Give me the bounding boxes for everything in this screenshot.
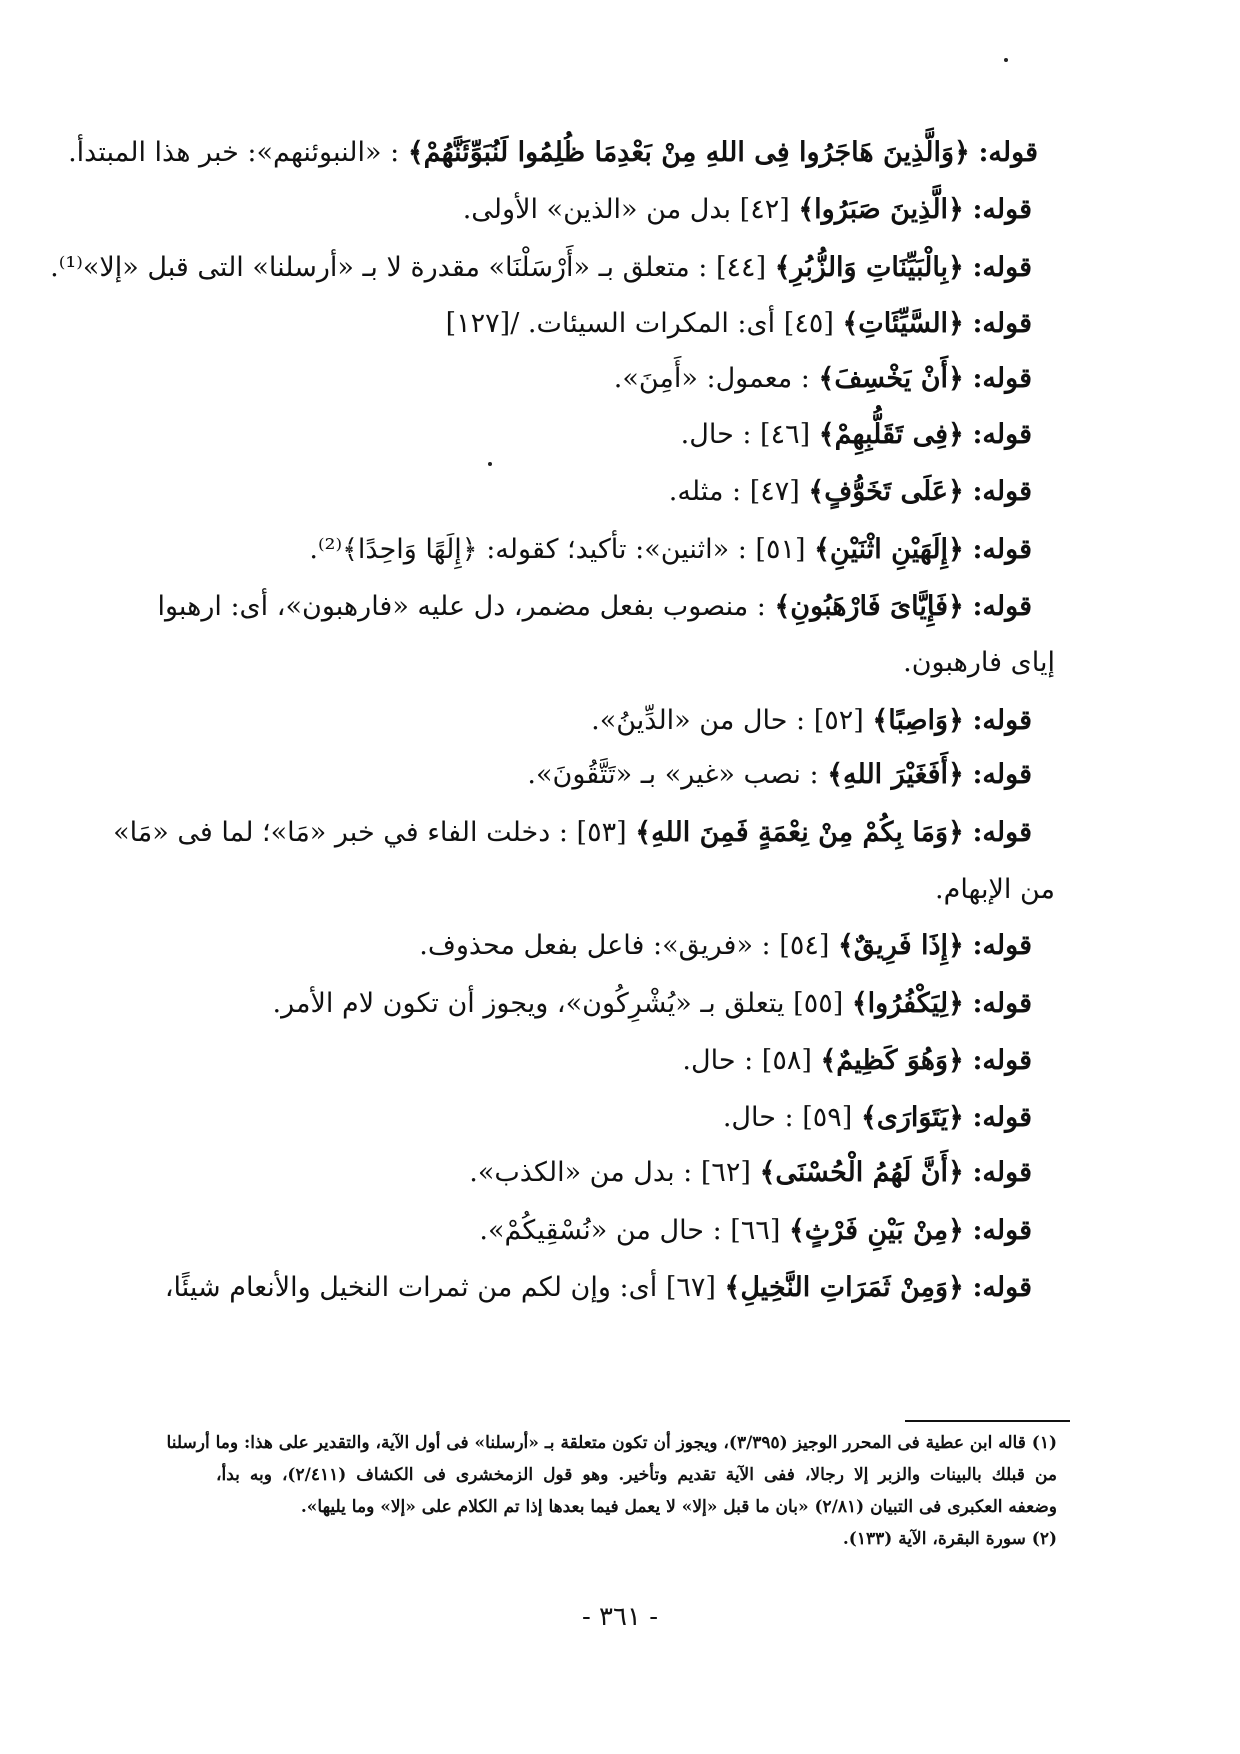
- speck: [1004, 58, 1008, 62]
- entry-label: قوله:: [972, 476, 1032, 507]
- quran-quote: ﴿وَاصِبًا﴾: [872, 705, 964, 736]
- verse-number: [٥٤]: [779, 930, 830, 961]
- entry-line: [273, 984, 1032, 1024]
- verse-number: [٤٧]: [749, 476, 800, 507]
- footnote-separator: [905, 1420, 1070, 1422]
- quran-quote: ﴿يَتَوَارَى﴾: [860, 1102, 964, 1133]
- quran-quote: ﴿وَمِنْ ثَمَرَاتِ النَّخِيلِ﴾: [724, 1272, 964, 1303]
- verse-number: [٥٩]: [802, 1102, 853, 1133]
- entry-line: [527, 755, 1032, 795]
- entry-text: بدل من «الذين» الأولى.: [462, 194, 732, 225]
- entry-label: قوله:: [978, 137, 1038, 168]
- entry-line: [419, 926, 1032, 966]
- entry-line: [903, 643, 1055, 683]
- entry-text: : حال من «نُسْقِيكُمْ».: [479, 1215, 722, 1246]
- entry-text: : مثله.: [668, 476, 742, 507]
- entry-line: [682, 1041, 1032, 1081]
- entry-line: [309, 530, 1032, 570]
- quran-quote: ﴿أَفَغَيْرَ اللهِ﴾: [827, 759, 964, 790]
- entry-line: [469, 1153, 1032, 1193]
- entry-label: قوله:: [972, 1272, 1032, 1303]
- entry-label: قوله:: [972, 930, 1032, 961]
- entry-label: قوله:: [972, 988, 1032, 1019]
- entry-label: قوله:: [972, 363, 1032, 394]
- entry-line: [681, 415, 1032, 455]
- quran-quote: ﴿فَإِيَّاىَ فَارْهَبُونِ﴾: [774, 591, 964, 622]
- quran-quote: ﴿أَنَّ لَهُمُ الْحُسْنَى﴾: [759, 1157, 964, 1188]
- entry-text: : «فريق»: فاعل بفعل محذوف.: [419, 930, 771, 961]
- page-number: - ٣٦١ -: [581, 1602, 659, 1632]
- quran-quote: ﴿أَنْ يَخْسِفَ﴾: [818, 363, 964, 394]
- entry-text: أى: المكرات السيئات. /[١٢٧]: [445, 308, 776, 339]
- entry-line: [479, 1211, 1032, 1251]
- entry-line: [463, 190, 1032, 230]
- entry-label: قوله:: [972, 534, 1032, 565]
- entry-text: من الإبهام.: [935, 874, 1055, 905]
- entry-text: : «النبوئنهم»: خبر هذا المبتدأ.: [68, 137, 400, 168]
- entry-text: : «اثنين»: تأكيد؛ كقوله: ﴿إِلَهًا وَاحِدًا﴾⁽²⁾.: [309, 534, 747, 565]
- entry-text: أى: وإن لكم من ثمرات النخيل والأنعام شيئًا،: [164, 1272, 658, 1303]
- entry-text: : دخلت الفاء في خبر «مَا»؛ لما فى «مَا»: [113, 817, 568, 848]
- verse-number: [٥١]: [755, 534, 806, 565]
- verse-number: [٥٨]: [761, 1045, 812, 1076]
- quran-quote: ﴿وَهُوَ كَظِيمٌ﴾: [820, 1045, 964, 1076]
- entry-text: إياى فارهبون.: [903, 647, 1055, 678]
- entry-text: : نصب «غير» بـ «تَتَّقُونَ».: [527, 759, 819, 790]
- entry-text: : حال من «الدِّينُ».: [591, 705, 806, 736]
- entry-label: قوله:: [972, 194, 1032, 225]
- entry-line: [614, 359, 1032, 399]
- entry-label: قوله:: [972, 419, 1032, 450]
- entry-text: : حال.: [682, 1045, 754, 1076]
- quran-quote: ﴿بِالْبَيِّنَاتِ وَالزُّبُرِ﴾: [774, 252, 964, 283]
- quran-quote: ﴿لِيَكْفُرُوا﴾: [851, 988, 964, 1019]
- entry-label: قوله:: [972, 759, 1032, 790]
- entry-text: : منصوب بفعل مضمر، دل عليه «فارهبون»، أى: ارهبوا: [157, 591, 766, 622]
- entry-text: يتعلق بـ «يُشْرِكُون»، ويجوز أن تكون لام الأمر.: [272, 988, 785, 1019]
- entry-line: [723, 1098, 1032, 1138]
- verse-number: [٥٣]: [576, 817, 627, 848]
- quran-quote: ﴿إِلَهَيْنِ اثْنَيْنِ﴾: [814, 534, 964, 565]
- entry-line: [669, 472, 1032, 512]
- entry-line: [446, 304, 1032, 344]
- entry-text: : حال.: [680, 419, 752, 450]
- entry-line: [50, 248, 1032, 288]
- entry-text: : بدل من «الكذب».: [469, 1157, 693, 1188]
- footnote-line: (١) قاله ابن عطية فى المحرر الوجيز (٣/٣٩٥)، ويجوز أن تكون متعلقة بـ «أرسلنا» فى أول الآية، والتقدير على هذا: وما أرسلنا: [166, 1433, 1057, 1453]
- entry-line: [113, 813, 1032, 853]
- entry-text: : متعلق بـ «أَرْسَلْنَا» مقدرة لا بـ «أرسلنا» التى قبل «إلا»⁽¹⁾.: [50, 252, 708, 283]
- verse-number: [٤٢]: [739, 194, 790, 225]
- speck: [488, 462, 492, 466]
- entry-text: : حال.: [722, 1102, 794, 1133]
- verse-number: [٦٢]: [700, 1157, 751, 1188]
- entry-line: [164, 1268, 1032, 1308]
- entry-line: [157, 587, 1032, 627]
- verse-number: [٤٦]: [760, 419, 811, 450]
- quran-quote: ﴿عَلَى تَخَوُّفٍ﴾: [808, 476, 964, 507]
- entry-label: قوله:: [972, 1102, 1032, 1133]
- entry-line: [68, 133, 1038, 173]
- entry-label: قوله:: [972, 817, 1032, 848]
- entry-label: قوله:: [972, 705, 1032, 736]
- entry-label: قوله:: [972, 252, 1032, 283]
- entry-label: قوله:: [972, 308, 1032, 339]
- quran-quote: ﴿وَالَّذِينَ هَاجَرُوا فِى اللهِ مِنْ بَعْدِمَا ظُلِمُوا لَنُبَوِّئَنَّهُمْ﴾: [407, 137, 970, 168]
- entry-label: قوله:: [972, 1045, 1032, 1076]
- footnote-line: وضعفه العكبرى فى التبيان (٢/٨١) «بان ما قبل «إلا» لا يعمل فيما بعدها إذا تم الكلام على «إلا» وما يليها».: [300, 1497, 1057, 1517]
- entry-label: قوله:: [972, 1215, 1032, 1246]
- verse-number: [٦٧]: [665, 1272, 716, 1303]
- entry-label: قوله:: [972, 591, 1032, 622]
- entry-text: : معمول: «أَمِنَ».: [613, 363, 810, 394]
- entry-line: [591, 701, 1032, 741]
- quran-quote: ﴿الَّذِينَ صَبَرُوا﴾: [798, 194, 964, 225]
- footnote-line: (٢) سورة البقرة، الآية (١٣٣).: [842, 1529, 1057, 1549]
- entry-line: [935, 870, 1055, 910]
- verse-number: [٥٥]: [793, 988, 844, 1019]
- quran-quote: ﴿فِى تَقَلُّبِهِمْ﴾: [818, 419, 964, 450]
- quran-quote: ﴿وَمَا بِكُمْ مِنْ نِعْمَةٍ فَمِنَ اللهِ﴾: [635, 817, 964, 848]
- verse-number: [٤٤]: [716, 252, 767, 283]
- verse-number: [٥٢]: [813, 705, 864, 736]
- quran-quote: ﴿السَّيِّئَاتِ﴾: [842, 308, 964, 339]
- entry-label: قوله:: [972, 1157, 1032, 1188]
- verse-number: [٦٦]: [730, 1215, 781, 1246]
- quran-quote: ﴿مِنْ بَيْنِ فَرْثٍ﴾: [788, 1215, 964, 1246]
- quran-quote: ﴿إِذَا فَرِيقٌ﴾: [837, 930, 964, 961]
- verse-number: [٤٥]: [783, 308, 834, 339]
- footnote-line: من قبلك بالبينات والزبر إلا رجالا، ففى الآية تقديم وتأخير. وهو قول الزمخشرى فى الكشاف (٢/٤١١)، وبه بدأ،: [216, 1465, 1057, 1485]
